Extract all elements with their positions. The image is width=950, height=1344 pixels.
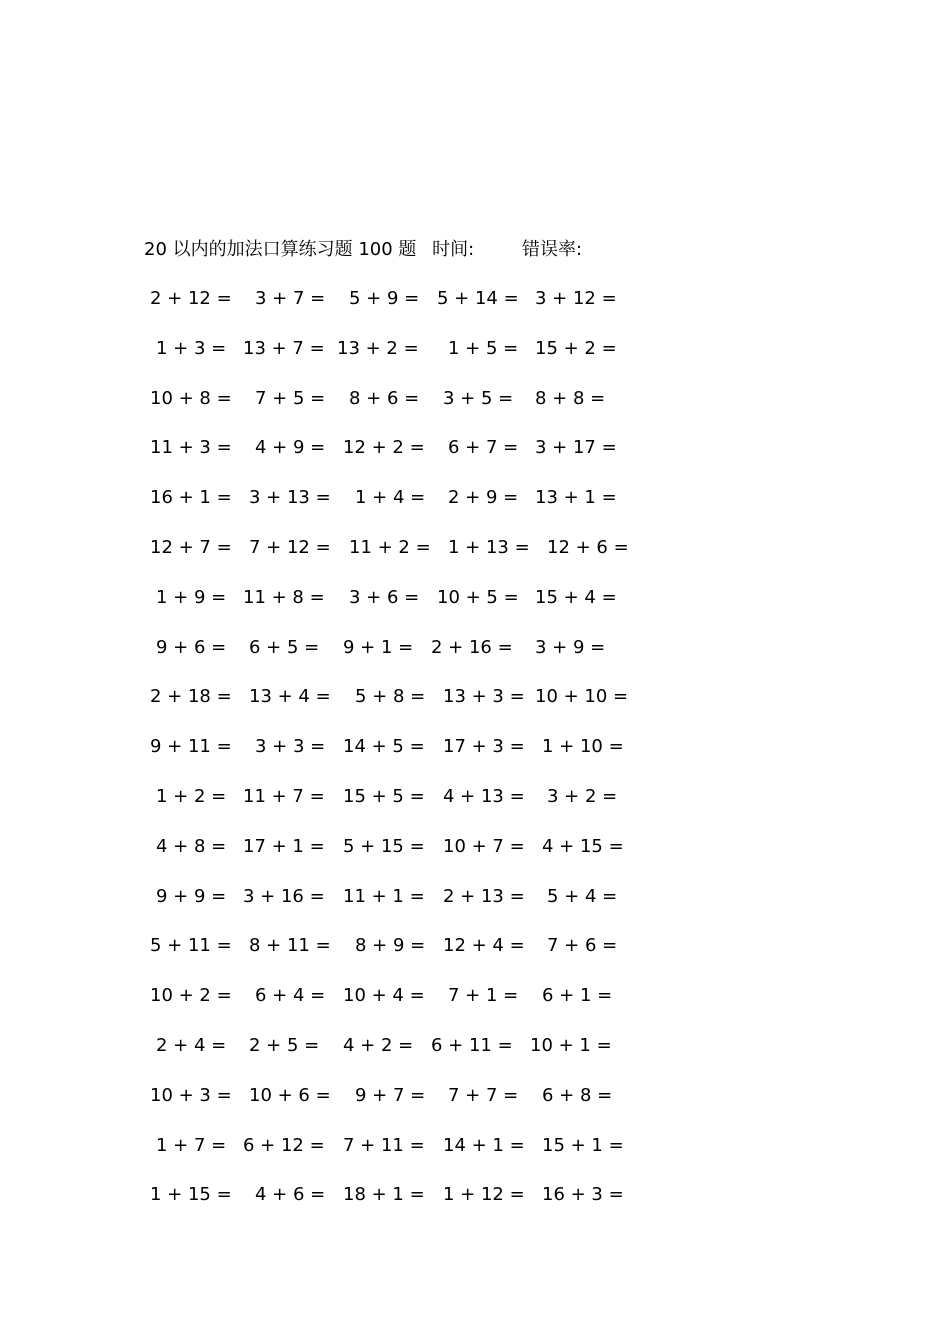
- problem-r14-c5: 7 + 6 =: [547, 935, 618, 956]
- problem-r14-c2: 8 + 11 =: [249, 935, 331, 956]
- problem-r7-c1: 1 + 9 =: [156, 587, 227, 608]
- worksheet-title: 20 以内的加法口算练习题 100 题: [144, 239, 417, 260]
- problem-r2-c3: 13 + 2 =: [337, 338, 419, 359]
- problem-r1-c4: 5 + 14 =: [437, 288, 519, 309]
- problem-r17-c3: 9 + 7 =: [355, 1085, 426, 1106]
- problem-r4-c1: 11 + 3 =: [150, 437, 232, 458]
- problem-r16-c2: 2 + 5 =: [249, 1035, 320, 1056]
- problem-r6-c1: 12 + 7 =: [150, 537, 232, 558]
- problem-r5-c3: 1 + 4 =: [355, 487, 426, 508]
- problem-r9-c4: 13 + 3 =: [443, 686, 525, 707]
- problem-r3-c5: 8 + 8 =: [535, 388, 606, 409]
- problem-r6-c3: 11 + 2 =: [349, 537, 431, 558]
- problem-r10-c1: 9 + 11 =: [150, 736, 232, 757]
- problem-r12-c4: 10 + 7 =: [443, 836, 525, 857]
- problem-r15-c2: 6 + 4 =: [255, 985, 326, 1006]
- problem-r12-c3: 5 + 15 =: [343, 836, 425, 857]
- problem-r18-c2: 6 + 12 =: [243, 1135, 325, 1156]
- problem-r8-c1: 9 + 6 =: [156, 637, 227, 658]
- problem-r2-c1: 1 + 3 =: [156, 338, 227, 359]
- problem-r7-c4: 10 + 5 =: [437, 587, 519, 608]
- problem-r1-c5: 3 + 12 =: [535, 288, 617, 309]
- problem-r1-c1: 2 + 12 =: [150, 288, 232, 309]
- problem-r19-c1: 1 + 15 =: [150, 1184, 232, 1205]
- problem-r16-c4: 6 + 11 =: [431, 1035, 513, 1056]
- problem-r19-c3: 18 + 1 =: [343, 1184, 425, 1205]
- problem-r11-c1: 1 + 2 =: [156, 786, 227, 807]
- problem-r10-c5: 1 + 10 =: [542, 736, 624, 757]
- problem-r6-c2: 7 + 12 =: [249, 537, 331, 558]
- problem-r19-c5: 16 + 3 =: [542, 1184, 624, 1205]
- problem-r2-c2: 13 + 7 =: [243, 338, 325, 359]
- problem-r3-c3: 8 + 6 =: [349, 388, 420, 409]
- problem-r13-c3: 11 + 1 =: [343, 886, 425, 907]
- problem-r9-c2: 13 + 4 =: [249, 686, 331, 707]
- problem-r13-c2: 3 + 16 =: [243, 886, 325, 907]
- problem-r3-c2: 7 + 5 =: [255, 388, 326, 409]
- problem-r4-c5: 3 + 17 =: [535, 437, 617, 458]
- problem-r8-c3: 9 + 1 =: [343, 637, 414, 658]
- problem-r5-c2: 3 + 13 =: [249, 487, 331, 508]
- problem-r12-c1: 4 + 8 =: [156, 836, 227, 857]
- problem-r17-c2: 10 + 6 =: [249, 1085, 331, 1106]
- problem-r4-c2: 4 + 9 =: [255, 437, 326, 458]
- problem-r7-c2: 11 + 8 =: [243, 587, 325, 608]
- problem-r3-c4: 3 + 5 =: [443, 388, 514, 409]
- problem-r10-c4: 17 + 3 =: [443, 736, 525, 757]
- problem-r18-c5: 15 + 1 =: [542, 1135, 624, 1156]
- problem-r17-c4: 7 + 7 =: [448, 1085, 519, 1106]
- problem-r11-c2: 11 + 7 =: [243, 786, 325, 807]
- problem-r17-c5: 6 + 8 =: [542, 1085, 613, 1106]
- problem-r1-c2: 3 + 7 =: [255, 288, 326, 309]
- error-rate-label: 错误率:: [521, 239, 583, 260]
- problem-r19-c2: 4 + 6 =: [255, 1184, 326, 1205]
- problem-r15-c1: 10 + 2 =: [150, 985, 232, 1006]
- problem-r11-c4: 4 + 13 =: [443, 786, 525, 807]
- problem-r15-c5: 6 + 1 =: [542, 985, 613, 1006]
- problem-r13-c4: 2 + 13 =: [443, 886, 525, 907]
- problem-r7-c3: 3 + 6 =: [349, 587, 420, 608]
- problem-r5-c5: 13 + 1 =: [535, 487, 617, 508]
- problem-r13-c1: 9 + 9 =: [156, 886, 227, 907]
- problem-r10-c3: 14 + 5 =: [343, 736, 425, 757]
- problem-r18-c4: 14 + 1 =: [443, 1135, 525, 1156]
- problem-r15-c3: 10 + 4 =: [343, 985, 425, 1006]
- problem-r18-c3: 7 + 11 =: [343, 1135, 425, 1156]
- problem-r15-c4: 7 + 1 =: [448, 985, 519, 1006]
- problem-r9-c5: 10 + 10 =: [535, 686, 629, 707]
- problem-r14-c3: 8 + 9 =: [355, 935, 426, 956]
- problem-r9-c3: 5 + 8 =: [355, 686, 426, 707]
- problem-r16-c5: 10 + 1 =: [530, 1035, 612, 1056]
- problem-r5-c4: 2 + 9 =: [448, 487, 519, 508]
- problem-r13-c5: 5 + 4 =: [547, 886, 618, 907]
- problem-r19-c4: 1 + 12 =: [443, 1184, 525, 1205]
- problem-r8-c2: 6 + 5 =: [249, 637, 320, 658]
- problem-r4-c3: 12 + 2 =: [343, 437, 425, 458]
- problem-r14-c1: 5 + 11 =: [150, 935, 232, 956]
- problem-r8-c5: 3 + 9 =: [535, 637, 606, 658]
- problem-r2-c4: 1 + 5 =: [448, 338, 519, 359]
- problem-r10-c2: 3 + 3 =: [255, 736, 326, 757]
- problem-r7-c5: 15 + 4 =: [535, 587, 617, 608]
- problem-r6-c4: 1 + 13 =: [448, 537, 530, 558]
- problem-r16-c1: 2 + 4 =: [156, 1035, 227, 1056]
- problem-r6-c5: 12 + 6 =: [547, 537, 629, 558]
- worksheet-header: [144, 236, 582, 264]
- problem-r17-c1: 10 + 3 =: [150, 1085, 232, 1106]
- problem-r16-c3: 4 + 2 =: [343, 1035, 414, 1056]
- time-label: 时间:: [432, 239, 475, 260]
- problem-r8-c4: 2 + 16 =: [431, 637, 513, 658]
- problem-r4-c4: 6 + 7 =: [448, 437, 519, 458]
- problem-r1-c3: 5 + 9 =: [349, 288, 420, 309]
- problem-r9-c1: 2 + 18 =: [150, 686, 232, 707]
- problem-r11-c3: 15 + 5 =: [343, 786, 425, 807]
- problem-r18-c1: 1 + 7 =: [156, 1135, 227, 1156]
- problem-r14-c4: 12 + 4 =: [443, 935, 525, 956]
- problem-r12-c5: 4 + 15 =: [542, 836, 624, 857]
- problem-r3-c1: 10 + 8 =: [150, 388, 232, 409]
- problem-r11-c5: 3 + 2 =: [547, 786, 618, 807]
- problem-r2-c5: 15 + 2 =: [535, 338, 617, 359]
- problem-r12-c2: 17 + 1 =: [243, 836, 325, 857]
- problem-r5-c1: 16 + 1 =: [150, 487, 232, 508]
